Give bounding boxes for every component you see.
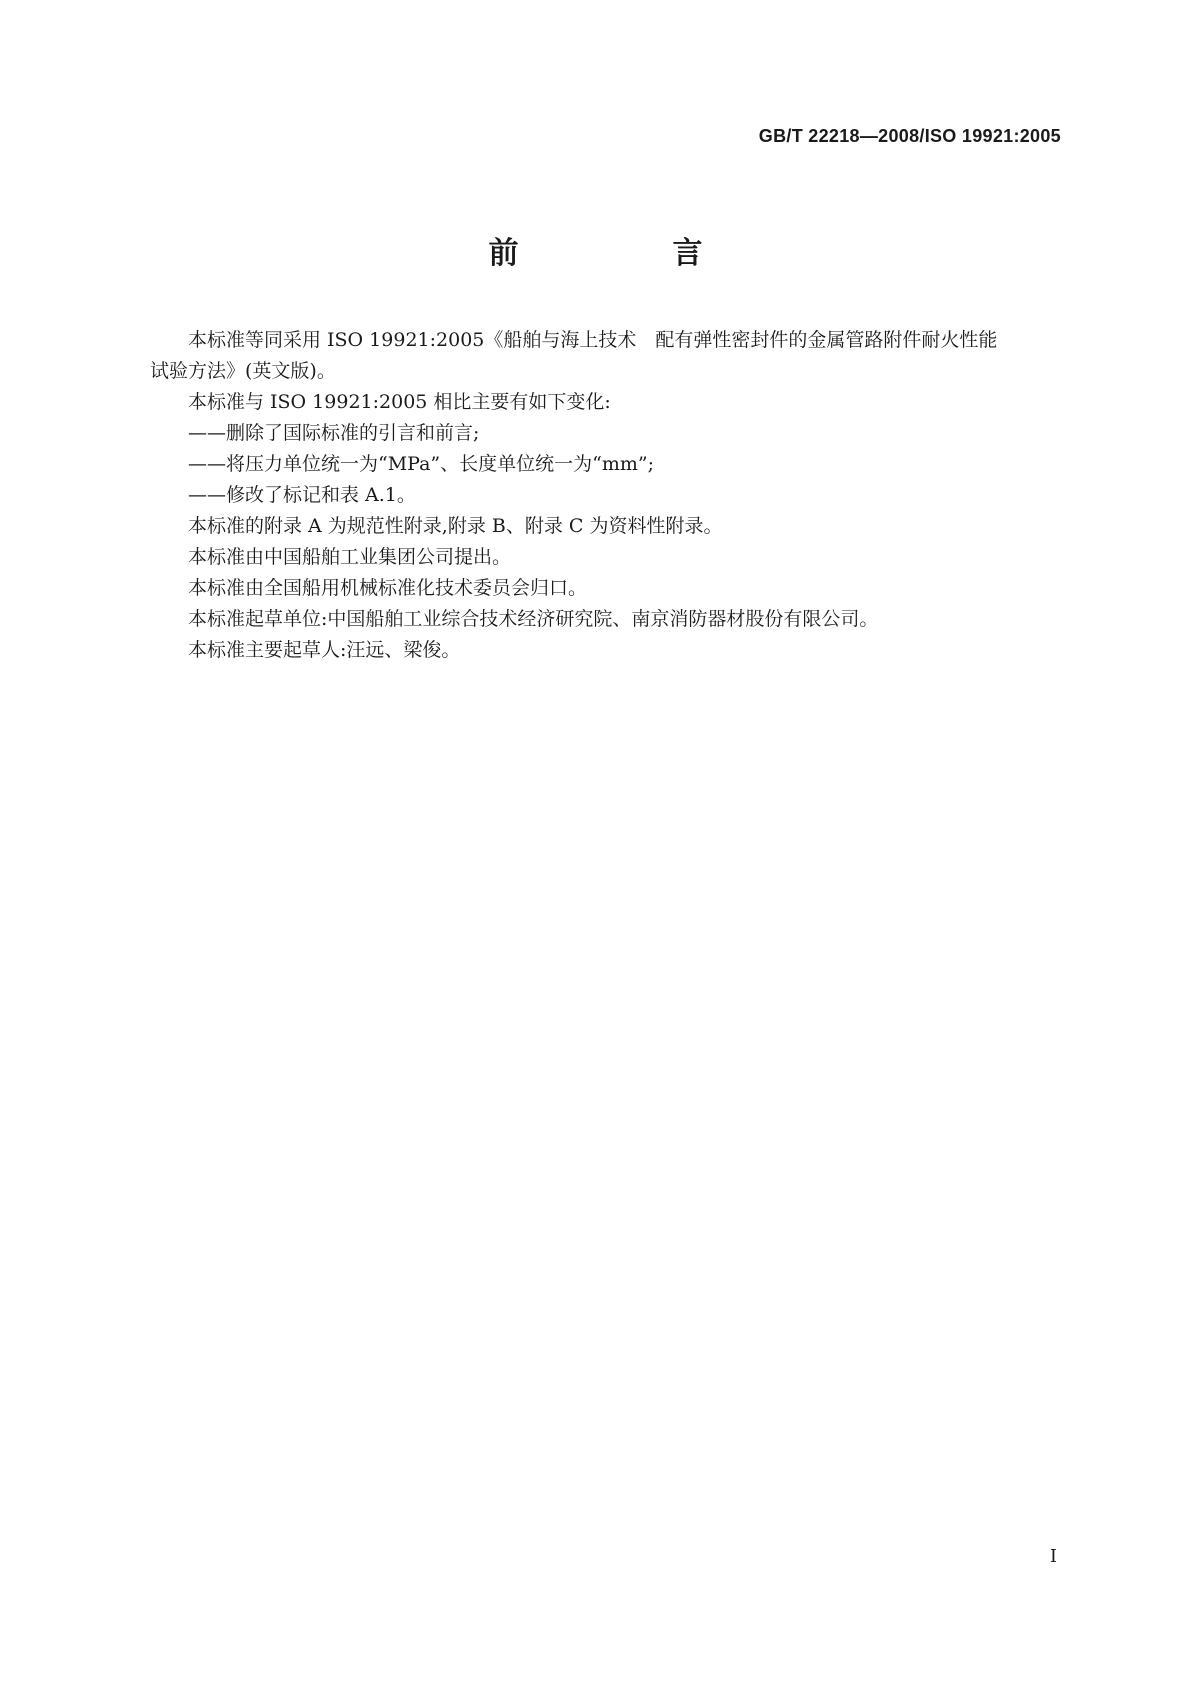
annex-statement: 本标准的附录 A 为规范性附录,附录 B、附录 C 为资料性附录。 [188, 515, 723, 537]
standard-code: GB/T 22218—2008/ISO 19921:2005 [758, 126, 1061, 146]
adoption-statement [150, 325, 1050, 387]
adoption-statement-line2: 试验方法》(英文版)。 [150, 360, 336, 382]
drafters-statement: 本标准主要起草人:汪远、梁俊。 [188, 639, 461, 661]
changes-intro: 本标准与 ISO 19921:2005 相比主要有如下变化: [188, 391, 611, 413]
change-item: ——删除了国际标准的引言和前言; [188, 422, 480, 444]
proposer-statement: 本标准由中国船舶工业集团公司提出。 [188, 546, 512, 568]
page-number: Ⅰ [1049, 1546, 1057, 1566]
adoption-statement-line1: 本标准等同采用 ISO 19921:2005《船舶与海上技术 配有弹性密封件的金属管路附件耐火性能 [188, 329, 998, 351]
committee-statement: 本标准由全国船用机械标准化技术委员会归口。 [188, 577, 588, 599]
foreword-body [150, 325, 1050, 666]
page-title: 前 言 [488, 236, 765, 271]
change-item: ——将压力单位统一为“MPa”、长度单位统一为“mm”; [188, 453, 655, 475]
drafting-units-statement: 本标准起草单位:中国船舶工业综合技术经济研究院、南京消防器材股份有限公司。 [188, 608, 879, 630]
change-item: ——修改了标记和表 A.1。 [188, 484, 416, 506]
